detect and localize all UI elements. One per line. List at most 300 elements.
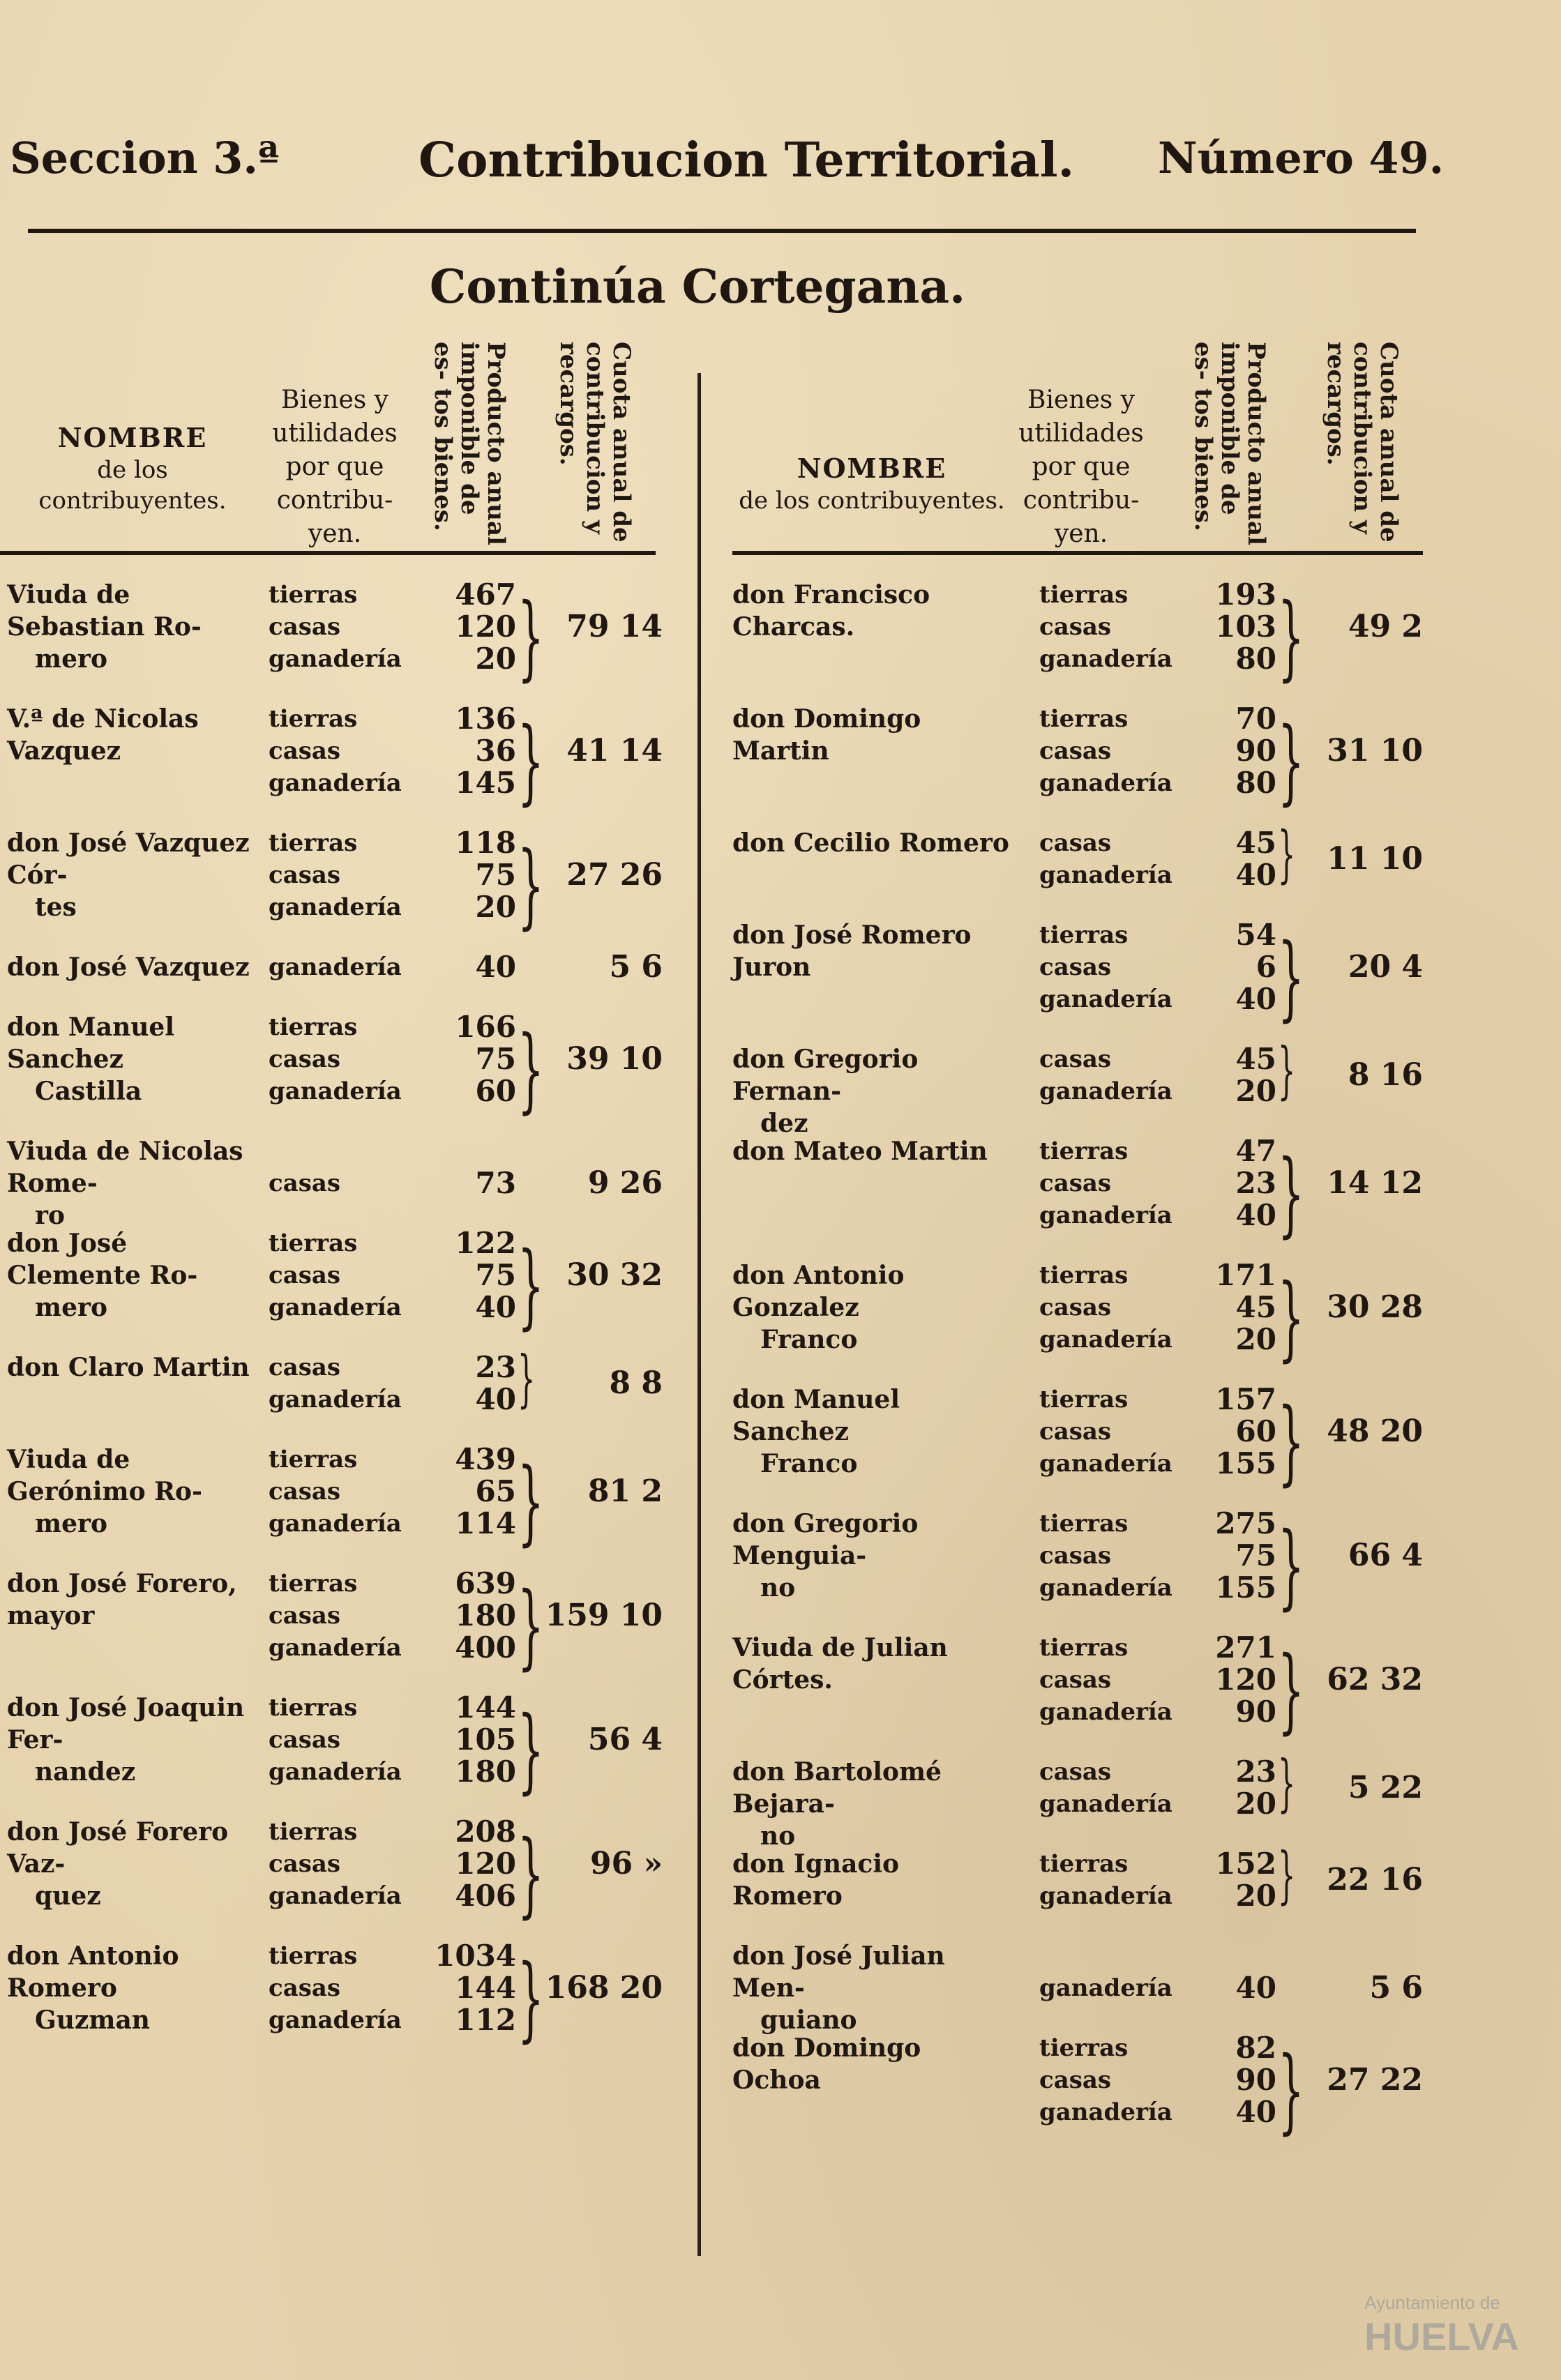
contributor-name — [732, 919, 1011, 983]
contributor-name-line: don Bartolomé Bejara- — [732, 1757, 942, 1819]
contributor-name — [732, 1508, 1011, 1604]
product-value: 103 — [1215, 609, 1276, 644]
bienes-header-line: por que — [1032, 453, 1131, 481]
property-type: tierras — [1039, 2034, 1129, 2062]
product-values — [1193, 1508, 1276, 1604]
property-type: ganadería — [269, 1077, 402, 1105]
contributor-name-line: nandez — [35, 1757, 136, 1787]
product-value: 105 — [455, 1722, 516, 1757]
contributor-name — [732, 2032, 1011, 2096]
contributor-name-line: don Gregorio Fernan- — [732, 1045, 919, 1106]
property-types — [1039, 1632, 1172, 1728]
contributor-name — [7, 1227, 265, 1324]
product-value: 6 — [1255, 950, 1276, 984]
ledger-entry — [732, 1382, 1430, 1496]
product-values — [432, 1816, 516, 1912]
property-type: tierras — [269, 705, 358, 733]
product-values — [432, 951, 516, 983]
product-values — [1193, 1756, 1276, 1820]
product-value: 20 — [1235, 1787, 1276, 1821]
ledger-entry — [732, 1258, 1430, 1372]
ledger-entry — [732, 1839, 1430, 1913]
contributor-name-line: Franco — [760, 1449, 858, 1478]
annual-quota: 66 4 — [1348, 1538, 1423, 1573]
product-value: 75 — [475, 1258, 516, 1292]
annual-quota: 8 8 — [609, 1365, 663, 1401]
product-value: 73 — [475, 1166, 516, 1200]
product-values — [1193, 1384, 1276, 1480]
property-type: tierras — [269, 1229, 358, 1257]
property-types — [269, 1568, 402, 1664]
product-values — [432, 1568, 516, 1664]
contributor-name-line: don Ignacio Romero — [732, 1849, 900, 1911]
product-value: 80 — [1235, 766, 1276, 800]
product-value: 90 — [1235, 2063, 1276, 2097]
product-value: 75 — [475, 858, 516, 892]
property-types — [1039, 1756, 1172, 1820]
section-label: Seccion 3.ª — [10, 132, 280, 183]
property-type: ganadería — [1039, 1698, 1172, 1726]
ledger-entry — [0, 1135, 670, 1230]
bienes-header — [1011, 384, 1151, 551]
contributor-name-line: don José Vazquez — [7, 953, 250, 982]
bienes-header-line: Bienes y — [1027, 386, 1136, 414]
property-types — [1039, 1848, 1172, 1912]
name-header-sub: de los contribuyentes. — [38, 456, 227, 515]
name-header-sub: de los contribuyentes. — [739, 487, 1005, 515]
brace-mark: } — [1278, 818, 1296, 890]
annual-quota: 31 10 — [1327, 733, 1423, 768]
name-header — [732, 453, 1011, 516]
product-value: 120 — [1215, 1662, 1276, 1697]
product-values — [432, 579, 516, 675]
brace-mark: } — [1278, 1747, 1296, 1819]
product-value: 60 — [475, 1074, 516, 1108]
property-type: casas — [1039, 1294, 1112, 1321]
ledger-entry — [732, 1747, 1430, 1851]
annual-quota: 49 2 — [1348, 609, 1423, 644]
contributor-name-line: quez — [35, 1881, 101, 1911]
product-value: 406 — [455, 1879, 516, 1913]
product-value: 40 — [1235, 1198, 1276, 1232]
contributor-name-line: Guzman — [35, 2006, 150, 2035]
contributor-name — [732, 1848, 1011, 1912]
property-type: ganadería — [1039, 1882, 1172, 1910]
property-type: casas — [269, 737, 341, 765]
product-value: 60 — [1235, 1414, 1276, 1448]
product-value: 152 — [1215, 1847, 1276, 1881]
ledger-entry — [732, 1506, 1430, 1620]
brace-mark: } — [1278, 708, 1304, 815]
product-value: 40 — [1235, 858, 1276, 892]
right-column — [732, 328, 1430, 2350]
product-values — [1193, 579, 1276, 675]
ledger-entry — [0, 577, 670, 691]
contributor-name-line: mero — [35, 1509, 107, 1538]
header-rule — [28, 229, 1416, 233]
property-type: ganadería — [269, 1510, 402, 1538]
property-type: casas — [269, 1045, 341, 1073]
annual-quota: 62 32 — [1327, 1662, 1423, 1697]
brace-mark: } — [518, 1572, 544, 1680]
ledger-entry — [732, 1134, 1430, 1248]
property-types — [269, 1443, 402, 1540]
product-value: 136 — [455, 702, 516, 736]
annual-quota: 48 20 — [1327, 1413, 1423, 1449]
contributor-name-line: don José Forero Vaz- — [7, 1817, 229, 1879]
property-type: ganadería — [1039, 1450, 1172, 1478]
contributor-name-line: don Francisco Charcas. — [732, 580, 930, 642]
property-types — [1039, 579, 1172, 675]
property-type: tierras — [269, 1942, 358, 1970]
contributor-name-line: mero — [35, 644, 107, 674]
brace-mark: } — [1278, 1140, 1304, 1248]
contributor-name — [7, 827, 265, 923]
property-type: ganadería — [1039, 1326, 1172, 1354]
ledger-entry — [0, 1442, 670, 1556]
product-value: 40 — [475, 1382, 516, 1416]
property-type: casas — [1039, 829, 1112, 857]
producto-header: Producto anual imponible de es- tos bienes. — [1189, 342, 1270, 545]
product-value: 47 — [1235, 1134, 1276, 1168]
ledger-entry — [0, 1010, 670, 1123]
property-types — [269, 1816, 402, 1912]
product-values — [432, 1167, 516, 1199]
ledger-entry — [732, 577, 1430, 691]
product-values — [432, 1940, 516, 2036]
property-type: casas — [1039, 1045, 1112, 1073]
product-value: 271 — [1215, 1630, 1276, 1665]
product-value: 112 — [455, 2003, 516, 2037]
contributor-name-line: no — [760, 1821, 796, 1851]
property-type: tierras — [269, 829, 358, 857]
contributor-name — [732, 1756, 1011, 1852]
ledger-entry — [0, 1690, 670, 1804]
property-type: casas — [269, 861, 341, 889]
product-value: 120 — [455, 1847, 516, 1881]
property-type: casas — [1039, 1542, 1112, 1570]
bienes-header-line: Bienes y — [280, 386, 389, 414]
property-type: ganadería — [1039, 2098, 1172, 2126]
property-types — [269, 1940, 402, 2036]
product-value: 400 — [455, 1630, 516, 1665]
annual-quota: 41 14 — [566, 733, 663, 768]
contributor-name-line: don José Romero Juron — [732, 920, 972, 982]
property-type: tierras — [269, 1013, 358, 1041]
contributor-name — [7, 1443, 265, 1540]
header-rule-right — [732, 551, 1423, 555]
ledger-entry — [732, 2031, 1430, 2144]
property-type: casas — [1039, 1418, 1112, 1446]
product-value: 122 — [455, 1226, 516, 1260]
annual-quota: 27 26 — [566, 857, 663, 893]
property-types — [1039, 1135, 1172, 1231]
ledger-entry — [0, 1342, 670, 1416]
property-type: tierras — [1039, 1386, 1129, 1413]
contributor-name — [732, 1135, 1011, 1167]
property-type: tierras — [1039, 1261, 1129, 1289]
name-header — [0, 423, 265, 516]
contributor-name-line: don José Clemente Ro- — [7, 1229, 198, 1290]
product-value: 144 — [455, 1690, 516, 1725]
annual-quota: 9 26 — [587, 1165, 663, 1201]
product-values — [1193, 1632, 1276, 1728]
bienes-header-line: yen. — [1054, 520, 1108, 548]
annual-quota: 27 22 — [1327, 2062, 1423, 2098]
property-type: casas — [1039, 953, 1112, 981]
annual-quota: 5 6 — [609, 949, 663, 985]
contributor-name — [732, 1043, 1011, 1139]
ledger-entry — [732, 1940, 1430, 2035]
contributor-name-line: don José Forero, mayor — [7, 1569, 237, 1630]
brace-mark: } — [1278, 1388, 1304, 1496]
contributor-name — [732, 1940, 1011, 2036]
contributor-name-line: don Domingo Martin — [732, 704, 921, 766]
ledger-entry — [732, 818, 1430, 892]
annual-quota: 5 22 — [1348, 1770, 1423, 1805]
product-value: 36 — [475, 734, 516, 768]
contributor-name — [732, 1384, 1011, 1480]
product-values — [1193, 919, 1276, 1015]
annual-quota: 96 » — [589, 1846, 663, 1881]
brace-mark: } — [1278, 1264, 1304, 1372]
ledger-entry — [0, 951, 670, 983]
product-values — [1193, 2032, 1276, 2128]
property-types — [1039, 1259, 1172, 1356]
ledger-entry — [0, 826, 670, 939]
contributor-name — [732, 1632, 1011, 1696]
contributor-name — [7, 703, 265, 767]
product-value: 171 — [1215, 1258, 1276, 1292]
contributor-name-line: V.ª de Nicolas Vazquez — [7, 704, 199, 766]
annual-quota: 14 12 — [1327, 1165, 1423, 1201]
product-values — [432, 703, 516, 799]
annual-quota: 20 4 — [1348, 949, 1423, 985]
ledger-entry — [732, 1034, 1430, 1138]
property-type: casas — [1039, 737, 1112, 765]
property-types — [1039, 1508, 1172, 1604]
property-types — [1039, 827, 1172, 891]
bienes-header-line: utilidades — [1018, 419, 1144, 448]
contributor-name-line: don Claro Martin — [7, 1353, 250, 1382]
brace-mark: } — [1278, 584, 1304, 691]
ledger-entry — [732, 918, 1430, 1031]
annual-quota: 159 10 — [545, 1598, 663, 1633]
product-value: 40 — [1235, 2095, 1276, 2129]
brace-mark: } — [518, 1016, 544, 1123]
property-type: casas — [1039, 1758, 1112, 1786]
brace-mark: } — [518, 832, 544, 939]
product-values — [1193, 1043, 1276, 1107]
bienes-header — [265, 384, 405, 551]
brace-mark: } — [1278, 1839, 1296, 1911]
contributor-name-line: don Antonio Gonzalez — [732, 1261, 905, 1322]
page-subtitle: Continúa Cortegana. — [429, 259, 966, 314]
property-type: tierras — [1039, 1510, 1129, 1538]
product-value: 90 — [1235, 734, 1276, 768]
property-type: ganadería — [1039, 1974, 1172, 2002]
contributor-name — [7, 1011, 265, 1107]
property-type: ganadería — [269, 769, 402, 797]
contributor-name-line: don Domingo Ochoa — [732, 2033, 921, 2095]
contributor-name-line: Viuda de Gerónimo Ro- — [7, 1445, 202, 1506]
producto-header: Producto anual imponible de es- tos bienes. — [429, 342, 510, 545]
property-type: casas — [1039, 1666, 1112, 1694]
contributor-name-line: no — [760, 1573, 796, 1602]
product-values — [432, 1011, 516, 1107]
property-type: ganadería — [269, 645, 402, 673]
property-type: tierras — [269, 1694, 358, 1722]
contributor-name-line: mero — [35, 1293, 107, 1322]
contributor-name — [732, 703, 1011, 767]
brace-mark: } — [1278, 1513, 1304, 1620]
property-types — [1039, 1972, 1172, 2004]
product-value: 114 — [455, 1506, 516, 1540]
product-value: 145 — [455, 766, 516, 800]
property-type: ganadería — [1039, 769, 1172, 797]
property-types — [269, 1351, 402, 1416]
bienes-header-line: contribu- — [276, 486, 393, 515]
product-value: 20 — [475, 642, 516, 676]
product-value: 45 — [1235, 1290, 1276, 1324]
contributor-name — [7, 1816, 265, 1912]
product-value: 118 — [455, 826, 516, 860]
contributor-name — [7, 1568, 265, 1632]
product-value: 90 — [1235, 1695, 1276, 1729]
contributor-name — [7, 1940, 265, 2036]
product-value: 45 — [1235, 826, 1276, 860]
contributor-name — [732, 827, 1011, 859]
product-value: 180 — [455, 1598, 516, 1632]
property-types — [1039, 919, 1172, 1015]
bienes-header-line: contribu- — [1023, 486, 1140, 515]
property-types — [1039, 1384, 1172, 1480]
right-column-header — [732, 328, 1430, 551]
product-value: 1034 — [435, 1939, 516, 1973]
ledger-entry — [0, 702, 670, 815]
annual-quota: 81 2 — [587, 1473, 663, 1509]
contributor-name-line: don Manuel Sanchez — [7, 1013, 174, 1074]
annual-quota: 8 16 — [1348, 1057, 1423, 1093]
annual-quota: 22 16 — [1327, 1862, 1423, 1897]
property-types — [269, 1692, 402, 1788]
product-values — [432, 1692, 516, 1788]
product-value: 40 — [475, 1290, 516, 1324]
property-types — [1039, 2032, 1172, 2128]
product-value: 155 — [1215, 1446, 1276, 1480]
brace-mark: } — [1278, 924, 1304, 1031]
product-value: 20 — [1235, 1074, 1276, 1108]
brace-mark: } — [1278, 1034, 1296, 1106]
property-types — [1039, 703, 1172, 799]
ledger-entry — [0, 1939, 670, 2052]
contributor-name — [732, 1259, 1011, 1356]
bienes-header-line: yen. — [308, 520, 362, 548]
annual-quota: 168 20 — [545, 1970, 663, 2006]
product-value: 75 — [1235, 1538, 1276, 1572]
property-type: casas — [1039, 613, 1112, 641]
annual-quota: 56 4 — [587, 1722, 663, 1757]
ledger-entry — [0, 1226, 670, 1340]
product-value: 439 — [455, 1442, 516, 1476]
contributor-name — [7, 951, 265, 983]
product-value: 45 — [1235, 1042, 1276, 1076]
product-value: 275 — [1215, 1506, 1276, 1540]
property-type: casas — [269, 1169, 341, 1197]
contributor-name-line: Castilla — [35, 1077, 142, 1106]
property-type: ganadería — [269, 1882, 402, 1910]
property-types — [269, 1011, 402, 1107]
product-value: 20 — [1235, 1322, 1276, 1356]
property-type: casas — [269, 613, 341, 641]
product-value: 467 — [455, 577, 516, 612]
property-types — [269, 951, 402, 983]
product-value: 65 — [475, 1474, 516, 1508]
property-types — [269, 579, 402, 675]
product-values — [432, 1351, 516, 1416]
property-type: tierras — [1039, 1634, 1129, 1662]
property-type: casas — [269, 1974, 341, 2002]
annual-quota: 79 14 — [566, 609, 663, 644]
page-title: Contribucion Territorial. — [418, 132, 1075, 188]
ledger-entry — [732, 1630, 1430, 1744]
annual-quota: 30 32 — [566, 1257, 663, 1293]
page-number: Número 49. — [1158, 132, 1445, 183]
contributor-name-line: don Cecilio Romero — [732, 828, 1009, 858]
contributor-name-line: don Manuel Sanchez — [732, 1385, 900, 1446]
product-value: 166 — [455, 1010, 516, 1044]
product-values — [1193, 1972, 1276, 2004]
contributor-name-line: ro — [35, 1201, 65, 1230]
product-value: 40 — [1235, 982, 1276, 1016]
contributor-name-line: Viuda de Julian Córtes. — [732, 1633, 948, 1695]
property-type: tierras — [1039, 1850, 1129, 1878]
name-header-title: NOMBRE — [57, 422, 208, 453]
watermark-line2: HUELVA — [1364, 2314, 1519, 2358]
property-type: ganadería — [1039, 1790, 1172, 1818]
contributor-name-line: guiano — [760, 2006, 857, 2035]
contributor-name-line: Viuda de Nicolas Rome- — [7, 1137, 243, 1198]
product-value: 20 — [475, 890, 516, 924]
contributor-name-line: Franco — [760, 1325, 858, 1354]
property-type: casas — [269, 1850, 341, 1878]
property-type: casas — [269, 1478, 341, 1506]
property-type: ganadería — [1039, 1202, 1172, 1229]
ledger-entry — [0, 1566, 670, 1680]
property-types — [1039, 1043, 1172, 1107]
bienes-header-line: utilidades — [272, 419, 398, 448]
contributor-name-line: dez — [760, 1109, 808, 1138]
contributor-name-line: tes — [35, 893, 77, 922]
product-values — [1193, 1135, 1276, 1231]
contributor-name-line: Viuda de Sebastian Ro- — [7, 580, 202, 642]
brace-mark: } — [518, 1697, 544, 1804]
product-value: 639 — [455, 1566, 516, 1600]
cuota-header: Cuota anual de contribucion y recargos. — [555, 342, 635, 543]
product-value: 144 — [455, 1971, 516, 2005]
product-values — [1193, 703, 1276, 799]
ledger-entry — [732, 702, 1430, 815]
annual-quota: 39 10 — [566, 1041, 663, 1077]
watermark-line1: Ayuntamiento de — [1364, 2292, 1500, 2313]
product-value: 120 — [455, 609, 516, 644]
product-values — [1193, 1259, 1276, 1356]
property-type: casas — [1039, 2066, 1112, 2094]
property-type: casas — [269, 1602, 341, 1630]
product-values — [1193, 1848, 1276, 1912]
property-type: tierras — [1039, 921, 1129, 949]
name-header-title: NOMBRE — [797, 453, 947, 484]
